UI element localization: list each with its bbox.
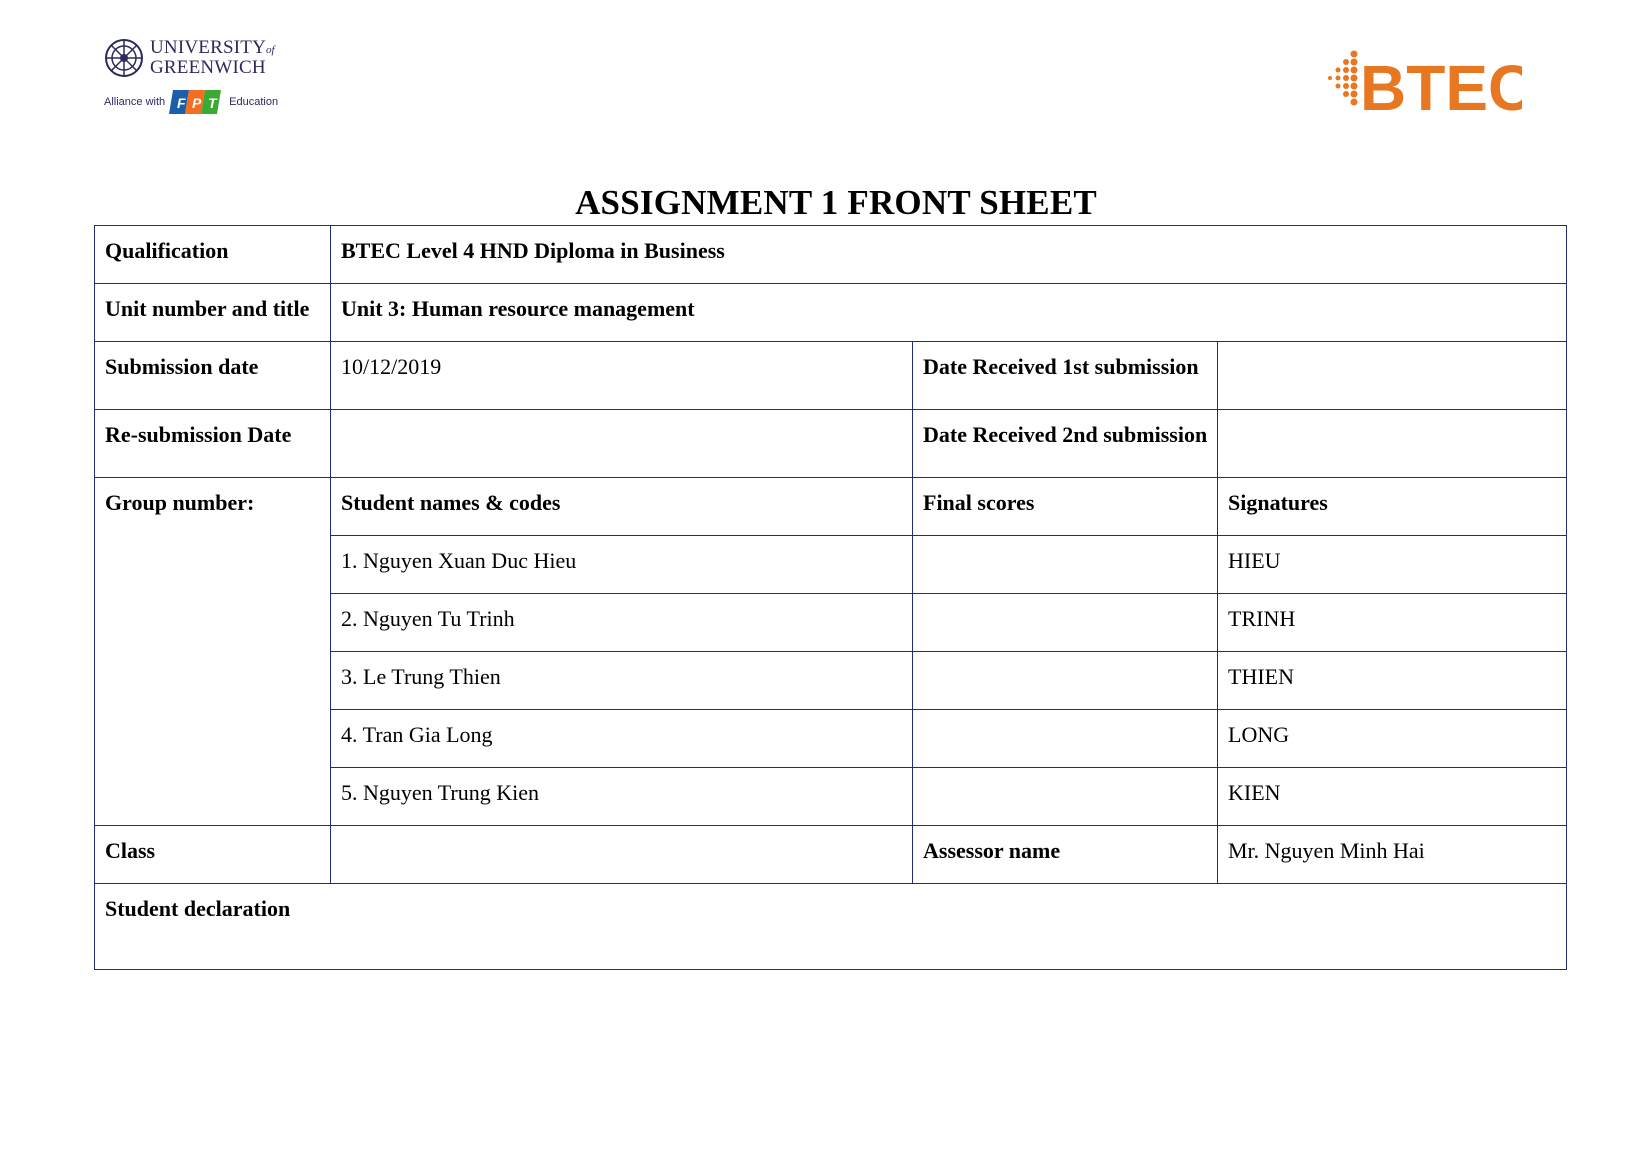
front-sheet-table xyxy=(94,225,1567,970)
date-received-2nd-value xyxy=(1218,410,1567,478)
student-score xyxy=(913,536,1218,594)
university-name-line2: GREENWICH xyxy=(150,57,266,78)
page-title: ASSIGNMENT 1 FRONT SHEET xyxy=(575,183,1097,222)
student-declaration-label: Student declaration xyxy=(95,884,1567,970)
class-label: Class xyxy=(95,826,331,884)
education-text: Education xyxy=(229,96,279,108)
date-received-1st-value xyxy=(1218,342,1567,410)
resubmission-row xyxy=(95,410,1567,478)
date-received-1st-label: Date Received 1st submission xyxy=(913,342,1218,410)
date-received-2nd-label: Date Received 2nd submission xyxy=(913,410,1218,478)
svg-text:P: P xyxy=(192,95,202,111)
assessor-name-value: Mr. Nguyen Minh Hai xyxy=(1218,826,1567,884)
student-name: 3. Le Trung Thien xyxy=(331,652,913,710)
svg-text:F: F xyxy=(177,95,186,111)
btec-logo xyxy=(1322,48,1522,118)
greenwich-crest-icon xyxy=(104,38,144,78)
university-name-line1: UNIVERSITY xyxy=(150,37,266,58)
student-signature: TRINH xyxy=(1218,594,1567,652)
submission-row xyxy=(95,342,1567,410)
qualification-label: Qualification xyxy=(95,226,331,284)
submission-date-value: 10/12/2019 xyxy=(331,342,913,410)
group-number-label: Group number: xyxy=(95,478,331,826)
student-signature: THIEN xyxy=(1218,652,1567,710)
class-row xyxy=(95,826,1567,884)
student-signature: HIEU xyxy=(1218,536,1567,594)
btec-logo-icon xyxy=(1322,48,1522,118)
class-value xyxy=(331,826,913,884)
qualification-value: BTEC Level 4 HND Diploma in Business xyxy=(331,226,1567,284)
student-score xyxy=(913,652,1218,710)
resubmission-date-label: Re-submission Date xyxy=(95,410,331,478)
final-scores-header: Final scores xyxy=(913,478,1218,536)
student-score xyxy=(913,710,1218,768)
fpt-logo-icon xyxy=(169,88,225,116)
university-of: of xyxy=(266,44,275,56)
unit-label: Unit number and title xyxy=(95,284,331,342)
assessor-name-label: Assessor name xyxy=(913,826,1218,884)
student-name: 4. Tran Gia Long xyxy=(331,710,913,768)
signatures-header: Signatures xyxy=(1218,478,1567,536)
submission-date-label: Submission date xyxy=(95,342,331,410)
unit-value: Unit 3: Human resource management xyxy=(331,284,1567,342)
university-logo xyxy=(104,38,294,138)
student-name: 1. Nguyen Xuan Duc Hieu xyxy=(331,536,913,594)
student-signature: KIEN xyxy=(1218,768,1567,826)
unit-row xyxy=(95,284,1567,342)
student-score xyxy=(913,768,1218,826)
declaration-row xyxy=(95,884,1567,970)
student-names-header: Student names & codes xyxy=(331,478,913,536)
group-header-row xyxy=(95,478,1567,536)
svg-text:T: T xyxy=(208,95,217,111)
student-score xyxy=(913,594,1218,652)
student-name: 5. Nguyen Trung Kien xyxy=(331,768,913,826)
alliance-text: Alliance with xyxy=(104,96,166,108)
btec-wordmark: BTEC xyxy=(1360,52,1522,118)
qualification-row xyxy=(95,226,1567,284)
student-signature: LONG xyxy=(1218,710,1567,768)
resubmission-date-value xyxy=(331,410,913,478)
student-name: 2. Nguyen Tu Trinh xyxy=(331,594,913,652)
